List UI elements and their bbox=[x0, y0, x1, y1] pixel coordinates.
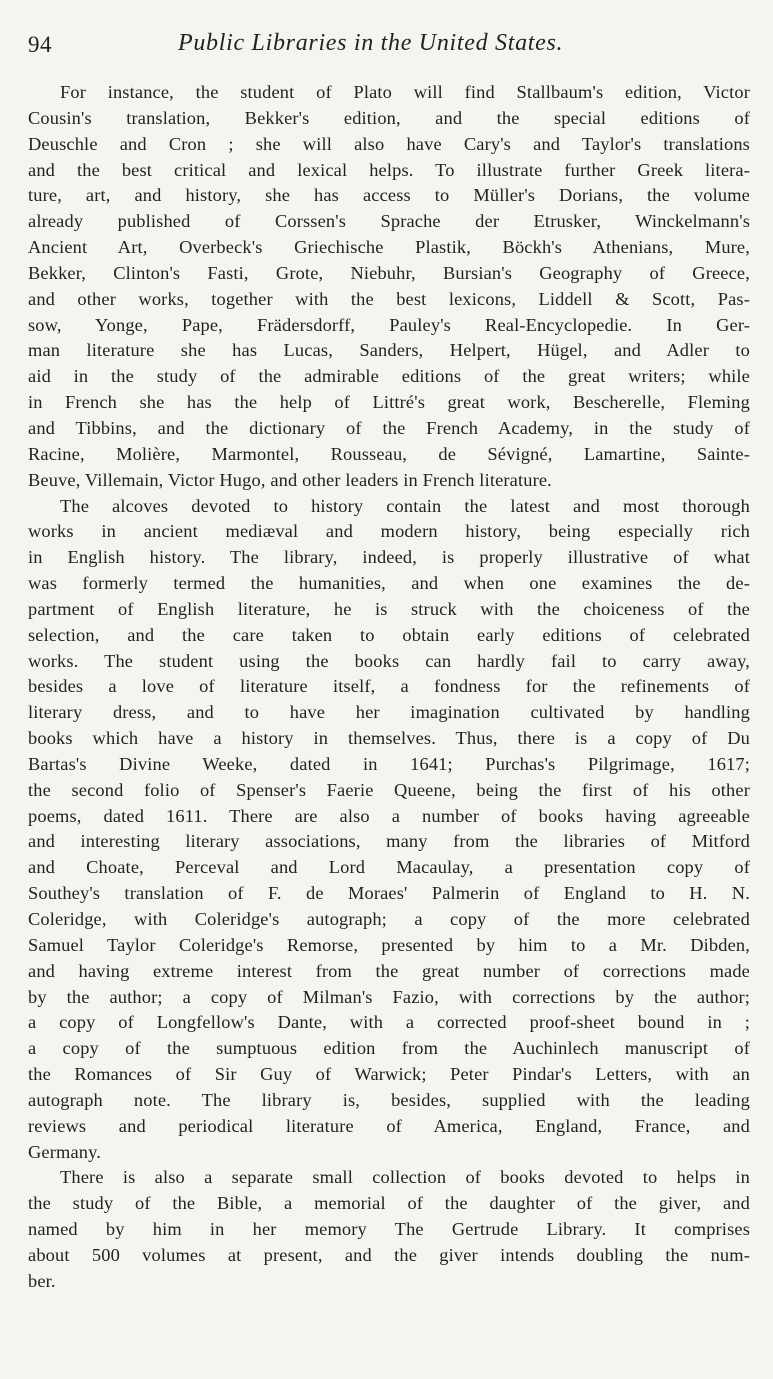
paragraph bbox=[28, 494, 750, 1166]
text-line: man literature she has Lucas, Sanders, Helpert, Hügel, and Adler to bbox=[28, 340, 750, 361]
text-line: and Choate, Perceval and Lord Macaulay, a presentation copy of bbox=[28, 857, 750, 878]
text-line: and interesting literary associations, many from the libraries of Mitford bbox=[28, 831, 750, 852]
text-line: aid in the study of the admirable editions of the great writers; while bbox=[28, 366, 750, 387]
text-line: literary dress, and to have her imagination cultivated by handling bbox=[28, 702, 750, 723]
text-line: Ancient Art, Overbeck's Griechische Plastik, Böckh's Athenians, Mure, bbox=[28, 237, 750, 258]
text-line: Bartas's Divine Weeke, dated in 1641; Purchas's Pilgrimage, 1617; bbox=[28, 753, 750, 774]
body-text bbox=[28, 80, 750, 1295]
text-line: There is also a separate small collection of books devoted to helps in bbox=[60, 1167, 750, 1188]
text-line: the study of the Bible, a memorial of the daughter of the giver, and bbox=[28, 1193, 750, 1214]
text-line: a copy of Longfellow's Dante, with a corrected proof-sheet bound in ; bbox=[28, 1012, 750, 1033]
text-line: by the author; a copy of Milman's Fazio, with corrections by the author; bbox=[28, 986, 750, 1007]
text-line: Bekker, Clinton's Fasti, Grote, Niebuhr, Bursian's Geography of Greece, bbox=[28, 262, 750, 283]
text-line: in English history. The library, indeed, is properly illustrative of what bbox=[28, 547, 750, 568]
text-line: Cousin's translation, Bekker's edition, and the special editions of bbox=[28, 107, 750, 128]
text-line: named by him in her memory The Gertrude Library. It comprises bbox=[28, 1219, 750, 1240]
text-line: Deuschle and Cron ; she will also have Cary's and Taylor's translations bbox=[28, 133, 750, 154]
text-line: Racine, Molière, Marmontel, Rousseau, de Sévigné, Lamartine, Sainte- bbox=[28, 443, 750, 464]
text-line: already published of Corssen's Sprache der Etrusker, Winckelmann's bbox=[28, 211, 750, 232]
paragraph bbox=[28, 1165, 750, 1294]
paragraph bbox=[28, 80, 750, 494]
text-line: and the best critical and lexical helps. To illustrate further Greek litera- bbox=[28, 159, 750, 180]
text-line: poems, dated 1611. There are also a number of books having agreeable bbox=[28, 805, 750, 826]
text-line: Southey's translation of F. de Moraes' Palmerin of England to H. N. bbox=[28, 883, 750, 904]
page-number: 94 bbox=[28, 32, 52, 57]
text-line: a copy of the sumptuous edition from the Auchinlech manuscript of bbox=[28, 1038, 750, 1059]
text-line: The alcoves devoted to history contain the latest and most thorough bbox=[60, 495, 750, 516]
text-line: Coleridge, with Coleridge's autograph; a copy of the more celebrated bbox=[28, 909, 750, 929]
text-line: sow, Yonge, Pape, Frädersdorff, Pauley's Real-Encyclopedie. In Ger- bbox=[28, 314, 750, 335]
text-line: works in ancient mediæval and modern history, being especially rich bbox=[28, 521, 750, 542]
text-line: partment of English literature, he is struck with the choiceness of the bbox=[28, 598, 750, 619]
text-line: autograph note. The library is, besides, supplied with the leading bbox=[28, 1089, 750, 1110]
text-line: and having extreme interest from the great number of corrections made bbox=[28, 960, 750, 981]
text-line: For instance, the student of Plato will find Stallbaum's edition, Victor bbox=[60, 82, 750, 102]
text-line: books which have a history in themselves. Thus, there is a copy of Du bbox=[28, 728, 750, 749]
running-head: Public Libraries in the United States. bbox=[178, 30, 564, 56]
text-line: in French she has the help of Littré's great work, Bescherelle, Fleming bbox=[28, 392, 750, 413]
text-line: Samuel Taylor Coleridge's Remorse, presented by him to a Mr. Dibden, bbox=[28, 934, 750, 955]
text-line: ber. bbox=[28, 1270, 56, 1291]
text-line: Beuve, Villemain, Victor Hugo, and other leaders in French literature. bbox=[28, 469, 552, 490]
text-line: selection, and the care taken to obtain early editions of celebrated bbox=[28, 624, 750, 645]
text-line: the Romances of Sir Guy of Warwick; Peter Pindar's Letters, with an bbox=[28, 1064, 750, 1085]
text-line: reviews and periodical literature of America, England, France, and bbox=[28, 1115, 750, 1136]
text-line: was formerly termed the humanities, and when one examines the de- bbox=[28, 573, 750, 594]
text-line: the second folio of Spenser's Faerie Queene, being the first of his other bbox=[28, 779, 750, 800]
text-line: about 500 volumes at present, and the giver intends doubling the num- bbox=[28, 1244, 750, 1265]
text-line: and other works, together with the best lexicons, Liddell & Scott, Pas- bbox=[28, 288, 750, 309]
text-line: and Tibbins, and the dictionary of the French Academy, in the study of bbox=[28, 417, 750, 438]
text-line: ture, art, and history, she has access to Müller's Dorians, the volume bbox=[28, 185, 750, 206]
document-page bbox=[28, 30, 750, 1295]
text-line: Germany. bbox=[28, 1141, 102, 1162]
text-line: besides a love of literature itself, a fondness for the refinements of bbox=[28, 676, 750, 697]
page-header bbox=[28, 30, 750, 66]
text-line: works. The student using the books can hardly fail to carry away, bbox=[28, 650, 750, 671]
